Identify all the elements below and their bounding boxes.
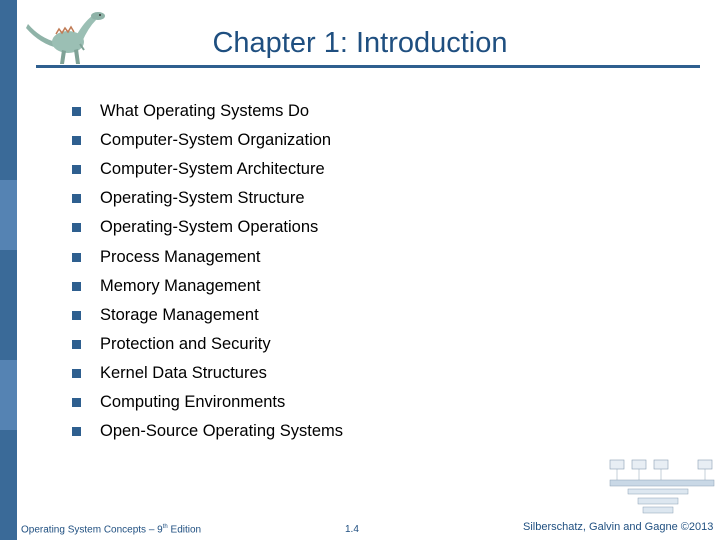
square-bullet-icon: [72, 427, 81, 436]
bullet-item: [70, 359, 343, 388]
bullet-text: Storage Management: [100, 305, 259, 324]
bullet-item: [70, 272, 343, 301]
bullet-item: [70, 97, 343, 126]
square-bullet-icon: [72, 398, 81, 407]
bullet-text: Process Management: [100, 247, 261, 266]
sidebar-segment: [0, 360, 17, 430]
bullet-list: [70, 97, 343, 446]
bullet-text: Computer-System Organization: [100, 131, 332, 150]
dinosaur-logo-icon: [22, 4, 112, 68]
bullet-item: [70, 417, 343, 446]
diagram-thumbnail-icon: [608, 458, 716, 514]
square-bullet-icon: [72, 223, 81, 232]
bullet-text: Memory Management: [100, 276, 261, 295]
slide-title: Chapter 1: Introduction: [212, 27, 508, 59]
footer-book-title: [21, 524, 201, 535]
bullet-text: Protection and Security: [100, 334, 271, 353]
bullet-item: [70, 301, 343, 330]
square-bullet-icon: [72, 136, 81, 145]
page-number: 1.4: [345, 524, 359, 535]
bullet-text: Kernel Data Structures: [100, 363, 267, 382]
bullet-text: Computing Environments: [100, 392, 286, 411]
bullet-item: [70, 242, 343, 271]
footer-book-suffix: Edition: [167, 524, 202, 536]
footer-book-sup: th: [162, 524, 168, 530]
square-bullet-icon: [72, 282, 81, 291]
square-bullet-icon: [72, 340, 81, 349]
footer-book-prefix: Operating System Concepts – 9: [21, 524, 163, 536]
bullet-text: Operating-System Operations: [100, 218, 319, 237]
square-bullet-icon: [72, 253, 81, 262]
square-bullet-icon: [72, 369, 81, 378]
title-underline: [36, 65, 700, 68]
bullet-item: [70, 126, 343, 155]
sidebar-segment: [0, 180, 17, 250]
square-bullet-icon: [72, 311, 81, 320]
bullet-item: [70, 155, 343, 184]
bullet-item: [70, 184, 343, 213]
bullet-text: Open-Source Operating Systems: [100, 422, 344, 441]
footer-copyright: Silberschatz, Galvin and Gagne ©2013: [523, 521, 714, 533]
left-sidebar-bar: [0, 0, 17, 540]
bullet-text: Computer-System Architecture: [100, 160, 325, 179]
square-bullet-icon: [72, 194, 81, 203]
bullet-item: [70, 388, 343, 417]
bullet-text: What Operating Systems Do: [100, 102, 310, 121]
bullet-text: Operating-System Structure: [100, 189, 305, 208]
bullet-item: [70, 213, 343, 242]
square-bullet-icon: [72, 165, 81, 174]
bullet-item: [70, 330, 343, 359]
square-bullet-icon: [72, 107, 81, 116]
